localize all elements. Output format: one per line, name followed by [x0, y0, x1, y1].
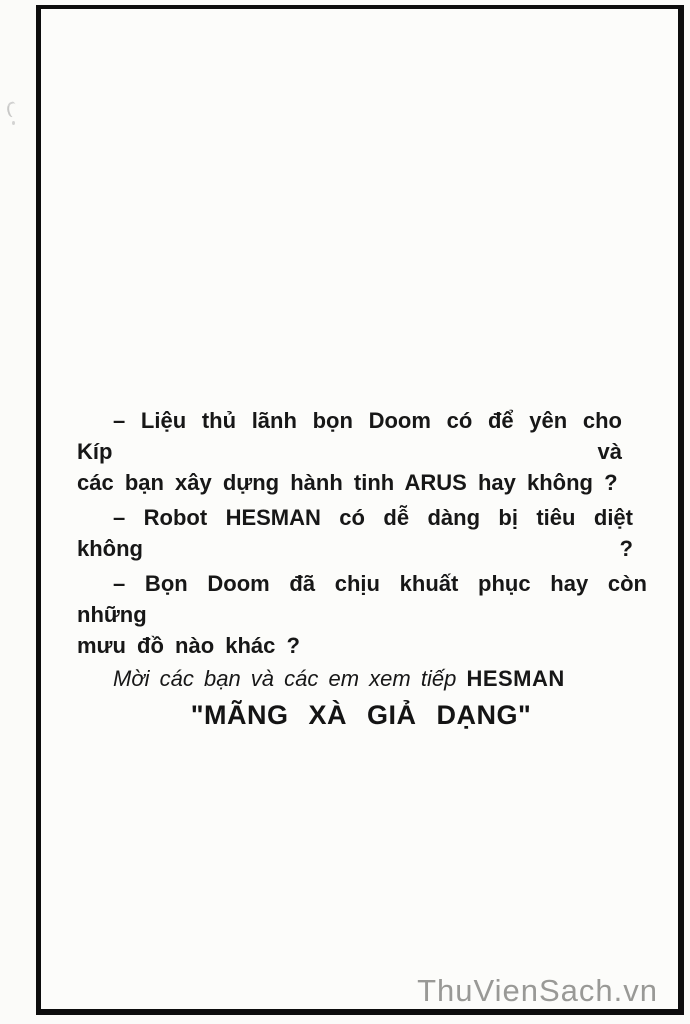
series-name: HESMAN	[466, 666, 565, 691]
scan-speckles	[0, 0, 2, 2]
scan-mark-dot	[12, 121, 15, 125]
teaser-text-block	[77, 405, 645, 731]
question-1-line-1: – Liệu thủ lãnh bọn Doom có để yên cho Kíp và	[77, 408, 622, 464]
scan-mark	[5, 101, 19, 118]
question-3-line-1: – Bọn Doom đã chịu khuất phục hay còn những	[77, 571, 647, 627]
next-episode-title: "MÃNG XÀ GIẢ DẠNG"	[190, 700, 532, 730]
question-3-line-2: mưu đồ nào khác ?	[77, 633, 300, 658]
question-1-line-2: các bạn xây dựng hành tinh ARUS hay không ?	[77, 470, 618, 495]
invitation-text: Mời các bạn và các em xem tiếp	[113, 666, 457, 691]
watermark: ThuVienSach.vn	[417, 973, 658, 1008]
invitation-line	[77, 663, 645, 694]
question-2-line-1: – Robot HESMAN có dễ dàng bị tiêu diệt không ?	[77, 505, 633, 561]
